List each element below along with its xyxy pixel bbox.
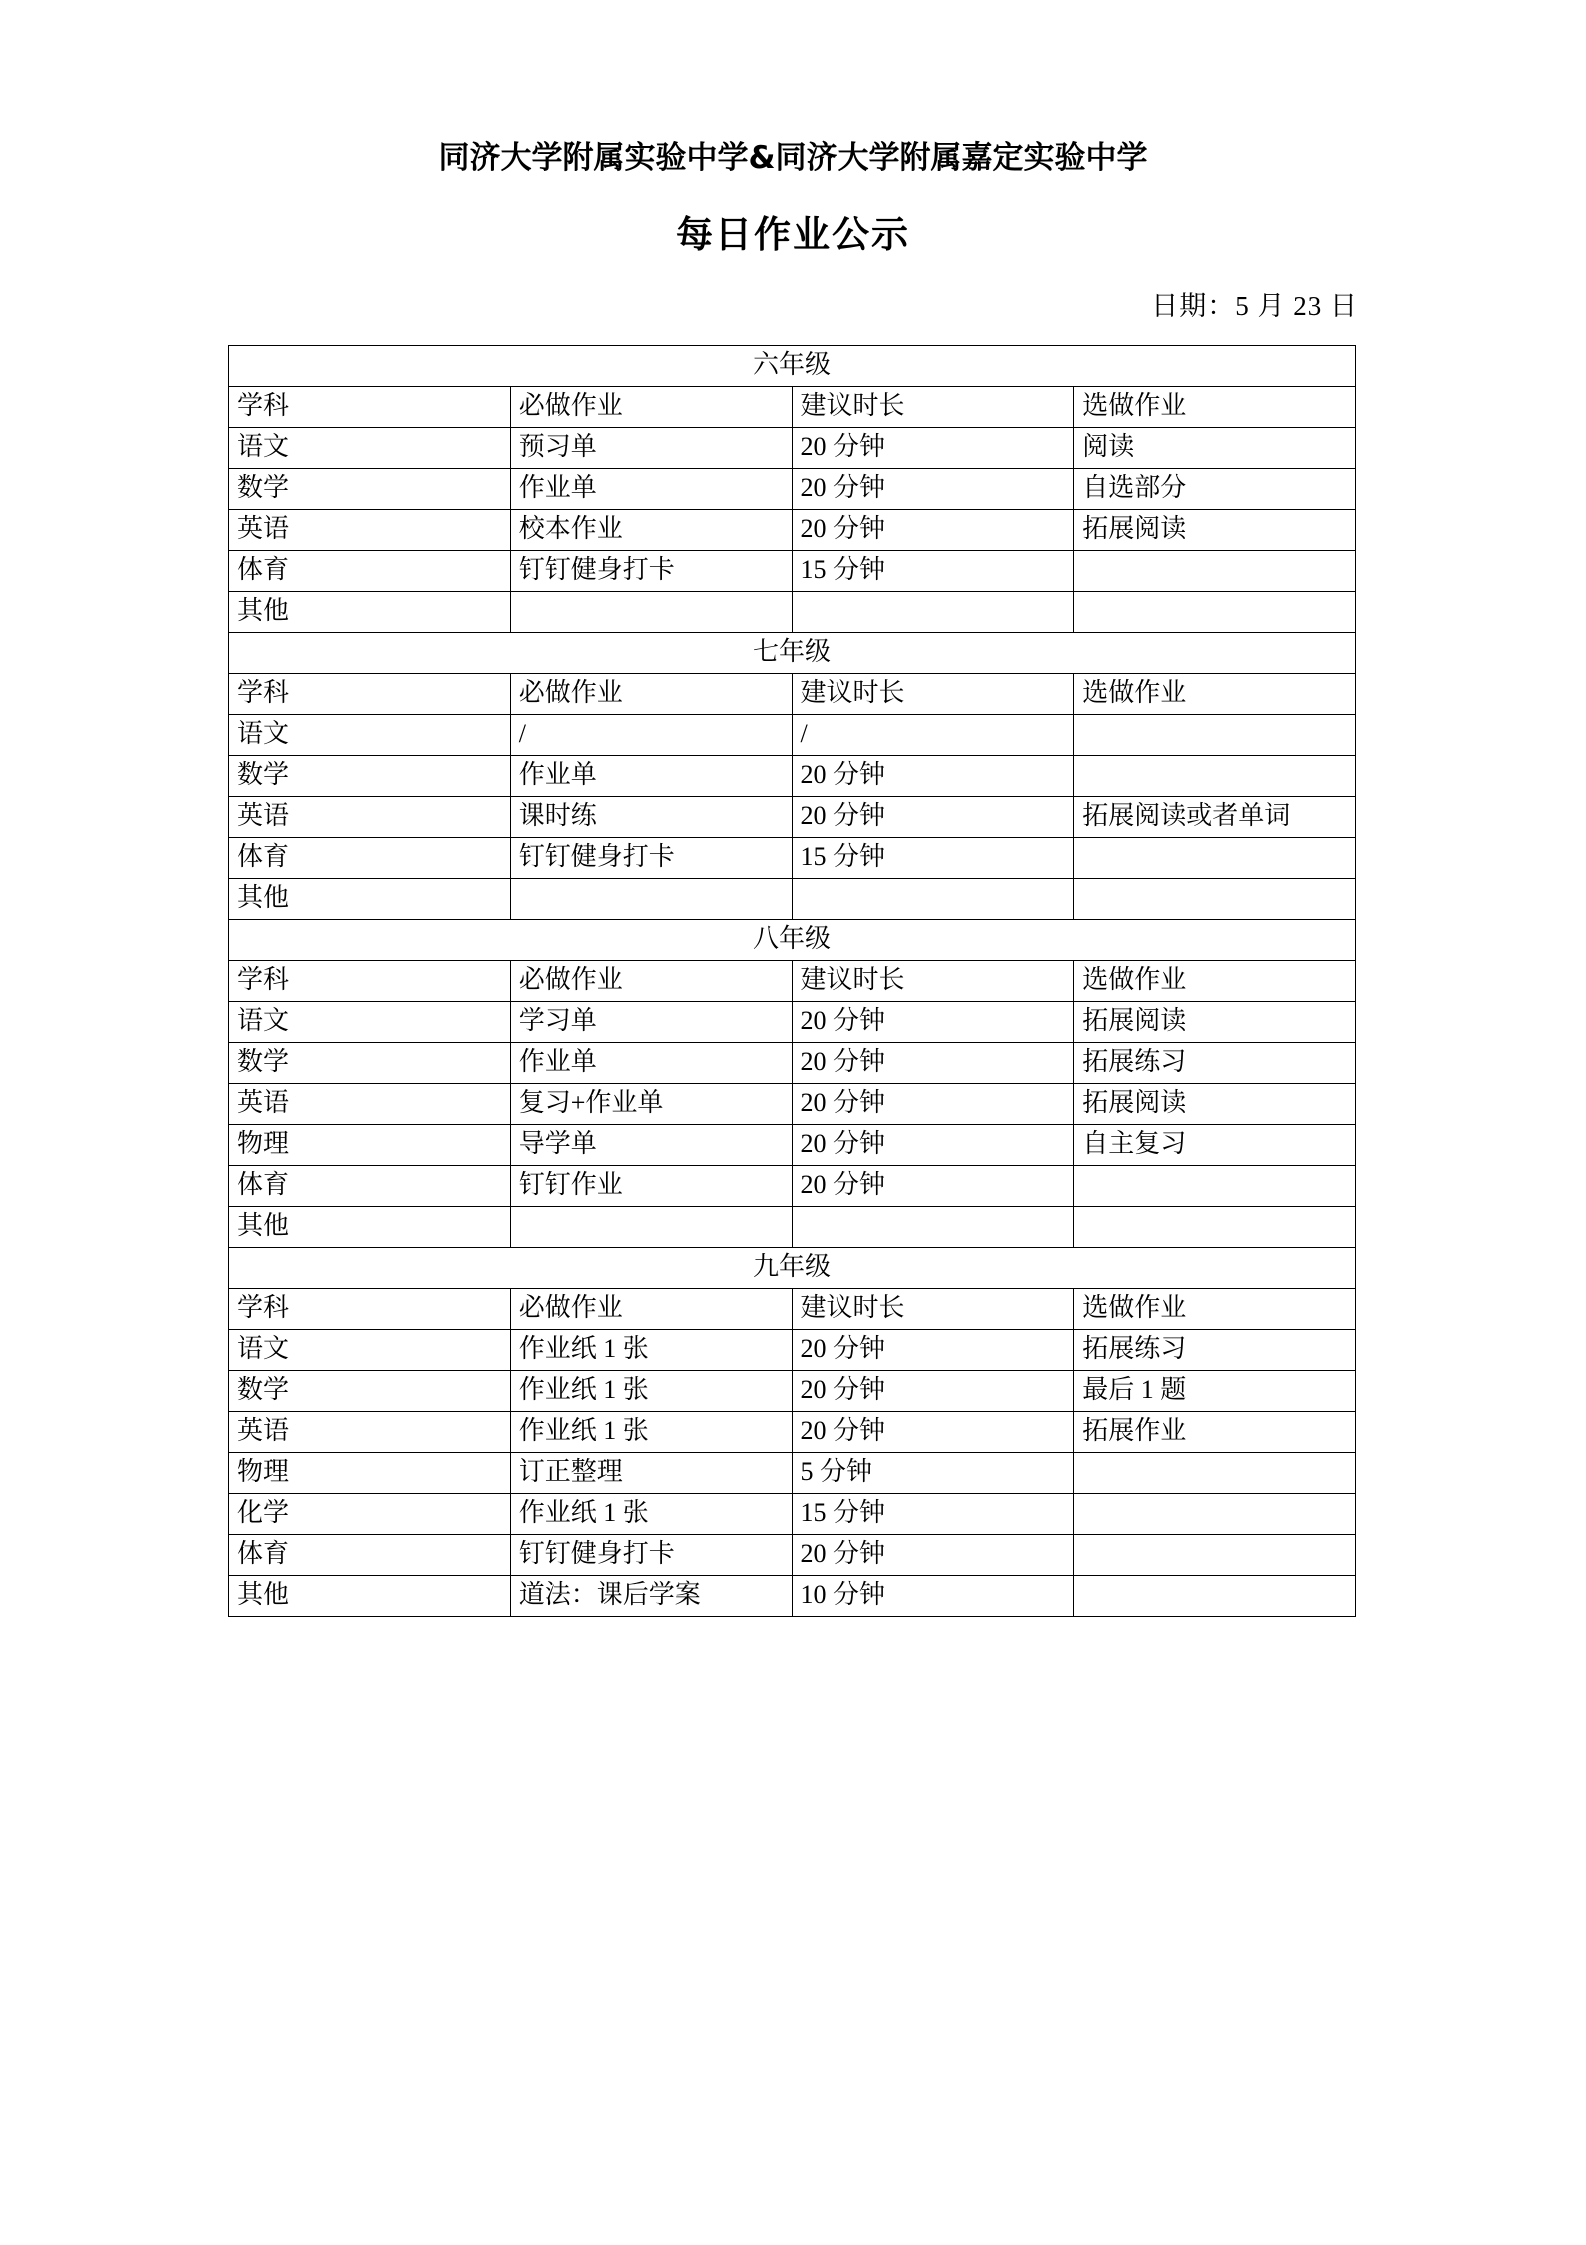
table-row (229, 797, 1356, 838)
column-header-required: 必做作业 (510, 1289, 792, 1330)
cell-duration: 10 分钟 (792, 1576, 1074, 1617)
cell-subject: 体育 (229, 1166, 511, 1207)
cell-duration: 15 分钟 (792, 838, 1074, 879)
page-title: 每日作业公示 (676, 213, 910, 257)
cell-required: 订正整理 (510, 1453, 792, 1494)
cell-required (510, 592, 792, 633)
cell-required (510, 1207, 792, 1248)
cell-required (510, 879, 792, 920)
cell-duration: 15 分钟 (792, 551, 1074, 592)
column-header-optional: 选做作业 (1074, 387, 1356, 428)
cell-required: 作业单 (510, 756, 792, 797)
cell-subject: 语文 (229, 428, 511, 469)
cell-duration: 20 分钟 (792, 1535, 1074, 1576)
cell-subject: 体育 (229, 551, 511, 592)
date-label: 日期：5 月 23 日 (1151, 291, 1358, 322)
cell-required: 导学单 (510, 1125, 792, 1166)
cell-subject: 其他 (229, 879, 511, 920)
grade-title: 九年级 (229, 1248, 1356, 1289)
table-row (229, 1125, 1356, 1166)
cell-required: 钉钉作业 (510, 1166, 792, 1207)
cell-duration: 20 分钟 (792, 1166, 1074, 1207)
cell-required: 作业单 (510, 469, 792, 510)
cell-subject: 英语 (229, 1084, 511, 1125)
grade-header-row (229, 1248, 1356, 1289)
column-header-optional: 选做作业 (1074, 674, 1356, 715)
cell-optional (1074, 551, 1356, 592)
cell-optional (1074, 1207, 1356, 1248)
cell-duration: 20 分钟 (792, 797, 1074, 838)
table-row (229, 1207, 1356, 1248)
table-row (229, 1412, 1356, 1453)
cell-optional (1074, 1453, 1356, 1494)
cell-optional (1074, 715, 1356, 756)
cell-duration (792, 1207, 1074, 1248)
cell-optional: 拓展练习 (1074, 1330, 1356, 1371)
cell-duration: 20 分钟 (792, 1412, 1074, 1453)
cell-duration: 20 分钟 (792, 756, 1074, 797)
cell-required: 课时练 (510, 797, 792, 838)
table-row (229, 756, 1356, 797)
column-header-required: 必做作业 (510, 387, 792, 428)
cell-required: / (510, 715, 792, 756)
cell-optional (1074, 1535, 1356, 1576)
cell-required: 作业纸 1 张 (510, 1330, 792, 1371)
column-header-required: 必做作业 (510, 961, 792, 1002)
cell-optional (1074, 1576, 1356, 1617)
cell-duration: 20 分钟 (792, 1043, 1074, 1084)
cell-required: 作业纸 1 张 (510, 1412, 792, 1453)
table-column-header-row (229, 961, 1356, 1002)
column-header-duration: 建议时长 (792, 1289, 1074, 1330)
cell-optional (1074, 879, 1356, 920)
table-row (229, 1453, 1356, 1494)
table-row (229, 1002, 1356, 1043)
column-header-required: 必做作业 (510, 674, 792, 715)
cell-required: 预习单 (510, 428, 792, 469)
cell-subject: 体育 (229, 838, 511, 879)
grade-header-row (229, 346, 1356, 387)
cell-duration: 5 分钟 (792, 1453, 1074, 1494)
document-header (0, 0, 1586, 258)
cell-subject: 物理 (229, 1125, 511, 1166)
cell-optional (1074, 1494, 1356, 1535)
table-row (229, 551, 1356, 592)
table-row (229, 1371, 1356, 1412)
cell-optional: 拓展阅读 (1074, 1002, 1356, 1043)
cell-duration: 20 分钟 (792, 1371, 1074, 1412)
cell-optional: 拓展阅读 (1074, 510, 1356, 551)
cell-duration: 20 分钟 (792, 1330, 1074, 1371)
school-name: 同济大学附属实验中学&同济大学附属嘉定实验中学 (438, 140, 1148, 176)
cell-subject: 其他 (229, 1576, 511, 1617)
cell-optional (1074, 592, 1356, 633)
table-row (229, 838, 1356, 879)
grade-header-row (229, 920, 1356, 961)
cell-required: 钉钉健身打卡 (510, 1535, 792, 1576)
table-column-header-row (229, 674, 1356, 715)
homework-table (228, 345, 1356, 1617)
homework-table-wrapper (228, 345, 1356, 1617)
grade-title: 八年级 (229, 920, 1356, 961)
cell-optional: 最后 1 题 (1074, 1371, 1356, 1412)
cell-optional: 自选部分 (1074, 469, 1356, 510)
table-row (229, 469, 1356, 510)
cell-optional: 阅读 (1074, 428, 1356, 469)
cell-optional: 拓展阅读或者单词 (1074, 797, 1356, 838)
cell-duration: / (792, 715, 1074, 756)
cell-required: 作业单 (510, 1043, 792, 1084)
cell-required: 钉钉健身打卡 (510, 838, 792, 879)
table-column-header-row (229, 387, 1356, 428)
cell-optional (1074, 756, 1356, 797)
cell-optional (1074, 1166, 1356, 1207)
column-header-optional: 选做作业 (1074, 1289, 1356, 1330)
column-header-duration: 建议时长 (792, 387, 1074, 428)
cell-subject: 数学 (229, 1371, 511, 1412)
cell-subject: 语文 (229, 1002, 511, 1043)
cell-optional: 自主复习 (1074, 1125, 1356, 1166)
cell-required: 道法：课后学案 (510, 1576, 792, 1617)
column-header-optional: 选做作业 (1074, 961, 1356, 1002)
table-row (229, 510, 1356, 551)
table-row (229, 1494, 1356, 1535)
cell-subject: 数学 (229, 1043, 511, 1084)
table-row (229, 715, 1356, 756)
table-row (229, 1043, 1356, 1084)
cell-optional: 拓展练习 (1074, 1043, 1356, 1084)
cell-subject: 语文 (229, 1330, 511, 1371)
cell-subject: 英语 (229, 510, 511, 551)
table-row (229, 1084, 1356, 1125)
column-header-subject: 学科 (229, 387, 511, 428)
cell-subject: 其他 (229, 592, 511, 633)
cell-required: 钉钉健身打卡 (510, 551, 792, 592)
table-row (229, 428, 1356, 469)
table-row (229, 1535, 1356, 1576)
column-header-duration: 建议时长 (792, 674, 1074, 715)
cell-optional: 拓展作业 (1074, 1412, 1356, 1453)
cell-duration: 20 分钟 (792, 510, 1074, 551)
table-row (229, 1330, 1356, 1371)
cell-subject: 英语 (229, 797, 511, 838)
column-header-subject: 学科 (229, 1289, 511, 1330)
table-row (229, 879, 1356, 920)
cell-duration: 20 分钟 (792, 428, 1074, 469)
cell-duration: 20 分钟 (792, 1084, 1074, 1125)
cell-duration: 20 分钟 (792, 469, 1074, 510)
cell-subject: 体育 (229, 1535, 511, 1576)
table-row (229, 1166, 1356, 1207)
table-row (229, 592, 1356, 633)
cell-duration: 20 分钟 (792, 1002, 1074, 1043)
cell-required: 复习+作业单 (510, 1084, 792, 1125)
cell-subject: 物理 (229, 1453, 511, 1494)
cell-required: 学习单 (510, 1002, 792, 1043)
column-header-subject: 学科 (229, 961, 511, 1002)
cell-subject: 数学 (229, 469, 511, 510)
cell-subject: 其他 (229, 1207, 511, 1248)
cell-subject: 化学 (229, 1494, 511, 1535)
cell-duration: 20 分钟 (792, 1125, 1074, 1166)
table-column-header-row (229, 1289, 1356, 1330)
cell-required: 作业纸 1 张 (510, 1494, 792, 1535)
cell-subject: 数学 (229, 756, 511, 797)
cell-required: 校本作业 (510, 510, 792, 551)
cell-optional (1074, 838, 1356, 879)
column-header-subject: 学科 (229, 674, 511, 715)
table-row (229, 1576, 1356, 1617)
cell-optional: 拓展阅读 (1074, 1084, 1356, 1125)
grade-header-row (229, 633, 1356, 674)
cell-duration (792, 879, 1074, 920)
cell-required: 作业纸 1 张 (510, 1371, 792, 1412)
cell-duration (792, 592, 1074, 633)
grade-title: 六年级 (229, 346, 1356, 387)
column-header-duration: 建议时长 (792, 961, 1074, 1002)
cell-duration: 15 分钟 (792, 1494, 1074, 1535)
grade-title: 七年级 (229, 633, 1356, 674)
cell-subject: 英语 (229, 1412, 511, 1453)
cell-subject: 语文 (229, 715, 511, 756)
